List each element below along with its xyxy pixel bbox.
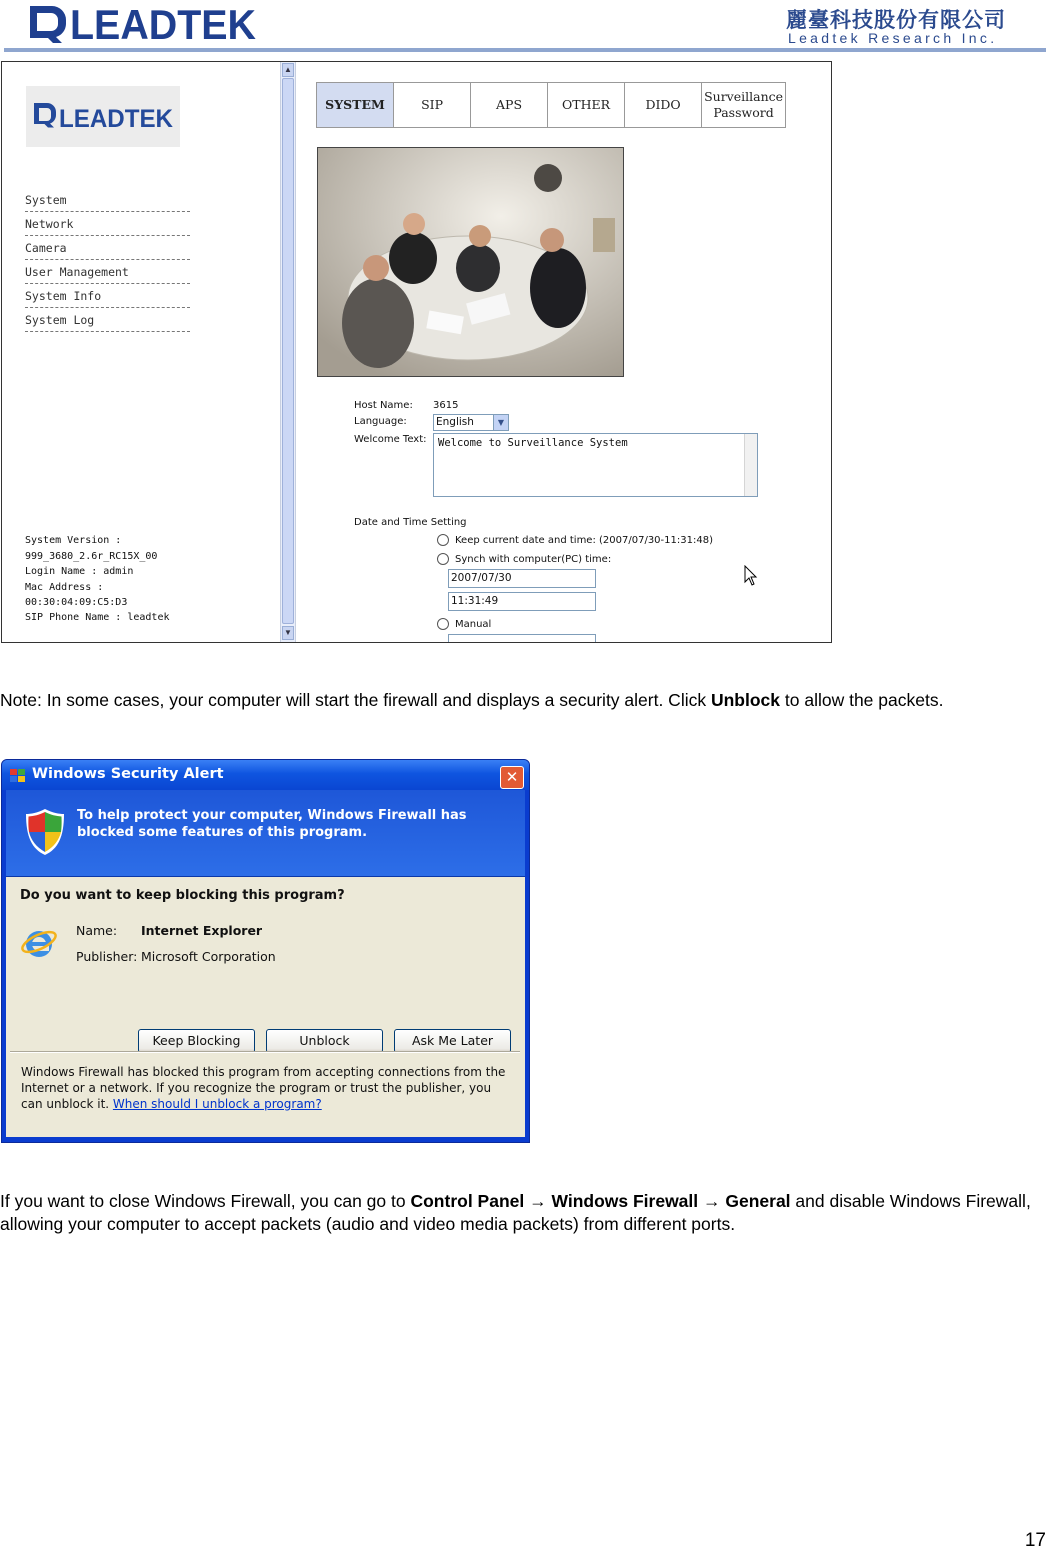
menu-item-user-management[interactable]: User Management [25,261,190,284]
para-text-2: and disable Windows Firewall, allowing your computer to accept packets (audio and video media packets) from different ports. [0,1191,1031,1234]
system-version-value: 999_3680_2.6r_RC15X_00 [25,551,158,562]
ask-me-later-button[interactable]: Ask Me Later [394,1029,511,1053]
tab-aps[interactable]: APS [471,83,548,127]
page-number: 17 [1024,1530,1046,1551]
alert-title: Windows Security Alert [32,766,224,782]
welcome-text-value: Welcome to Surveillance System [438,437,628,449]
tab-other[interactable]: OTHER [548,83,625,127]
sidebar-logo-text: LEADTEK [59,105,173,133]
note-text-start: Note: In some cases, your computer will start the firewall and displays a security alert. Click [0,690,711,710]
tab-dido[interactable]: DIDO [625,83,702,127]
chevron-down-icon[interactable]: ▼ [493,415,508,430]
unblock-help-link[interactable]: When should I unblock a program? [112,1097,322,1111]
menu-item-system-info[interactable]: System Info [25,285,190,308]
scroll-thumb[interactable] [282,78,294,624]
language-label: Language: [354,416,407,427]
welcome-text-label: Welcome Text: [354,434,427,445]
note-text-end: to allow the packets. [780,690,944,710]
general-bold: General [725,1191,791,1211]
security-center-icon [9,767,26,783]
arrow-2: → [698,1191,726,1211]
manual-date-field[interactable] [448,634,596,643]
para-text-1: If you want to close Windows Firewall, you can go to [0,1191,411,1211]
manual-label: Manual [455,619,492,630]
header-logo-text: LEADTEK [70,2,256,44]
publisher-label: Publisher: [76,949,138,964]
keep-blocking-button[interactable]: Keep Blocking [138,1029,255,1053]
radio-synch-pc[interactable] [437,553,449,565]
security-alert-dialog [1,759,530,1143]
radio-keep-current[interactable] [437,534,449,546]
menu-item-camera[interactable]: Camera [25,237,190,260]
system-version-label: System Version : [25,535,122,546]
host-name-label: Host Name: [354,400,413,411]
language-select[interactable] [433,414,509,431]
alert-info-text: Windows Firewall has blocked this program from accepting connections from the Internet or a network. If you recognize the program or trust the publisher, you can unblock it. [21,1065,506,1111]
alert-info [21,1064,511,1112]
host-name-value: 3615 [433,400,459,411]
mac-address-value: 00:30:04:09:C5:D3 [25,597,128,608]
textarea-scrollbar[interactable] [744,434,757,496]
firewall-paragraph [0,1190,1040,1236]
company-name-english: Leadtek Research Inc. [788,30,998,46]
shield-icon [24,807,66,857]
welcome-text-area[interactable] [433,433,758,497]
tab-sip[interactable]: SIP [394,83,471,127]
menu-item-system[interactable]: System [25,189,190,212]
login-name: Login Name : admin [25,566,134,577]
header-divider [4,48,1046,52]
tab-surveillance-password[interactable]: Surveillance Password [704,89,784,120]
alert-divider [10,1051,520,1053]
tab-system[interactable]: SYSTEM [317,83,394,127]
name-label: Name: [76,923,118,938]
company-name-chinese: 麗臺科技股份有限公司 [786,8,1006,32]
radio-manual[interactable] [437,618,449,630]
sip-phone-name: SIP Phone Name : leadtek [25,612,170,623]
menu-item-network[interactable]: Network [25,213,190,236]
alert-banner [6,790,525,877]
date-time-heading: Date and Time Setting [354,517,467,528]
language-value: English [436,416,474,428]
alert-body [6,877,525,1137]
program-name: Internet Explorer [141,923,263,938]
sidebar-logo [26,86,180,147]
note-unblock-bold: Unblock [710,690,781,710]
close-icon[interactable]: ✕ [500,766,524,789]
scroll-up-icon[interactable]: ▲ [282,63,294,77]
internet-explorer-icon [20,924,58,962]
alert-title-bar[interactable] [2,760,529,790]
web-config-screenshot [1,61,832,643]
windows-firewall-bold: Windows Firewall [551,1191,699,1211]
keep-current-label: Keep current date and time: (2007/07/30-11:31:48) [455,535,713,546]
note-paragraph [0,689,1040,712]
mac-address-label: Mac Address : [25,582,104,593]
date-field[interactable]: 2007/07/30 [448,569,596,588]
control-panel-bold: Control Panel [410,1191,525,1211]
alert-question: Do you want to keep blocking this program? [20,888,345,903]
meeting-photo [317,147,624,377]
leadtek-header-logo [26,2,258,44]
config-tabs [316,82,786,128]
sidebar-scrollbar[interactable] [280,62,296,642]
mouse-cursor-icon [744,565,758,587]
publisher-value: Microsoft Corporation [141,949,276,964]
scroll-down-icon[interactable]: ▼ [282,626,294,640]
alert-banner-text: To help protect your computer, Windows Firewall has blocked some features of this program. [77,808,467,840]
unblock-button[interactable]: Unblock [266,1029,383,1053]
synch-pc-label: Synch with computer(PC) time: [455,554,612,565]
menu-item-system-log[interactable]: System Log [25,309,190,332]
time-field[interactable]: 11:31:49 [448,592,596,611]
arrow-1: → [524,1191,552,1211]
